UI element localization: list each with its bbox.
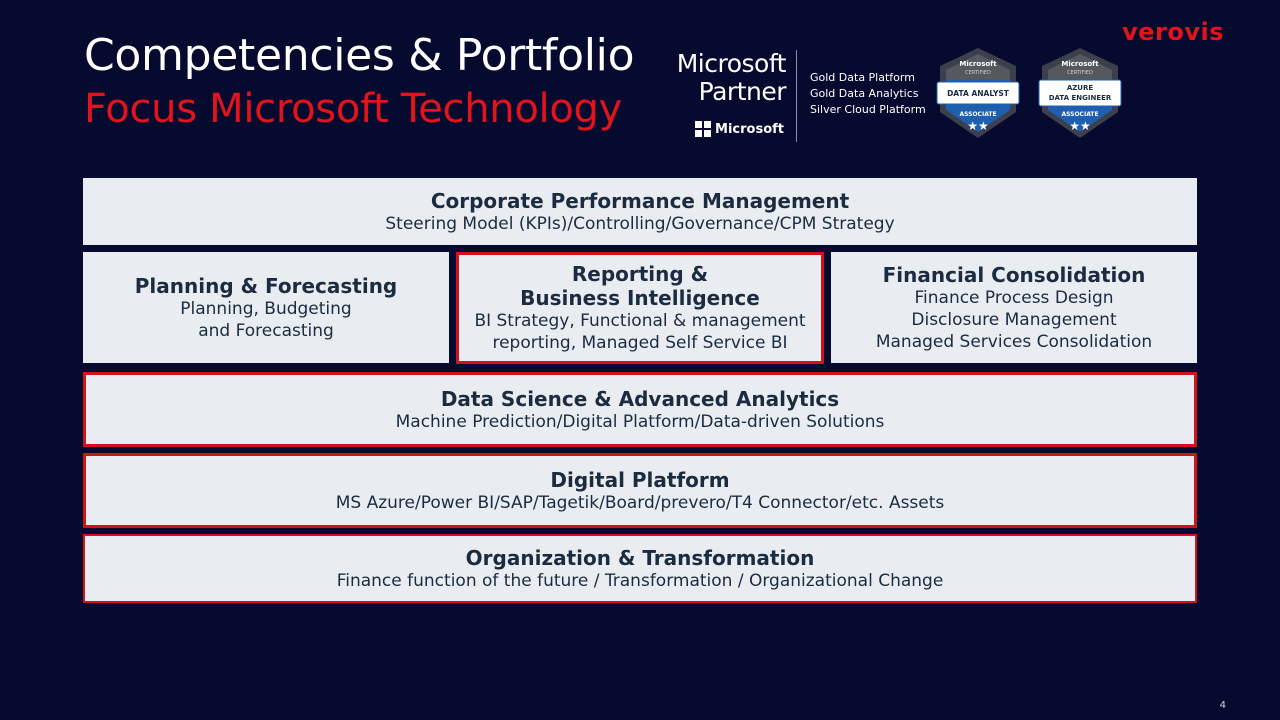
box-desc: MS Azure/Power BI/SAP/Tagetik/Board/prevero/T4 Connector/etc. Assets: [335, 492, 945, 513]
badge-top: Microsoft: [959, 60, 997, 68]
digital-platform-box: [83, 453, 1197, 528]
box-desc: Machine Prediction/Digital Platform/Data-driven Solutions: [395, 411, 885, 432]
badge-certified: CERTIFIED: [1067, 70, 1093, 76]
microsoft-logo-icon: [695, 121, 711, 137]
azure-data-engineer-badge-icon: [1038, 46, 1122, 140]
box-title: Organization & Transformation: [465, 545, 815, 570]
competency-item: Gold Data Analytics: [810, 87, 919, 100]
badge-level: ASSOCIATE: [1061, 111, 1099, 118]
box-desc: BI Strategy, Functional & management: [474, 311, 806, 331]
microsoft-wordmark: [695, 121, 784, 137]
page-number: 4: [1219, 700, 1226, 711]
box-title: Corporate Performance Management: [430, 188, 850, 213]
partner-divider: [796, 50, 797, 142]
microsoft-label: Microsoft: [715, 121, 784, 137]
box-desc: Managed Services Consolidation: [875, 331, 1153, 352]
badge-ribbon-line2: DATA ENGINEER: [1048, 94, 1112, 102]
consolidation-box: [831, 252, 1197, 363]
datascience-box: [83, 372, 1197, 447]
badge-level: ASSOCIATE: [959, 111, 997, 118]
competency-item: Gold Data Platform: [810, 71, 915, 84]
box-title: Reporting &: [571, 262, 709, 286]
box-desc: Disclosure Management: [911, 309, 1117, 330]
box-desc: Planning, Budgeting: [180, 298, 352, 319]
box-title: Data Science & Advanced Analytics: [440, 386, 840, 411]
microsoft-partner-logo: [668, 50, 786, 142]
box-desc: and Forecasting: [198, 320, 334, 341]
badge-ribbon: DATA ANALYST: [947, 89, 1009, 98]
box-desc: Finance Process Design: [914, 287, 1114, 308]
data-analyst-badge-icon: [936, 46, 1020, 140]
partner-line2: Partner: [698, 77, 786, 106]
badge-top: Microsoft: [1061, 60, 1099, 68]
reporting-box: [456, 252, 824, 364]
box-title: Financial Consolidation: [882, 262, 1146, 287]
box-title: Planning & Forecasting: [134, 273, 398, 298]
box-desc: Steering Model (KPIs)/Controlling/Governance/CPM Strategy: [385, 213, 895, 234]
badge-stars: ★★: [1069, 119, 1091, 133]
partner-competencies: [810, 70, 926, 118]
box-title: Digital Platform: [550, 467, 730, 492]
organization-box: [83, 534, 1197, 603]
planning-box: [83, 252, 449, 363]
badge-ribbon-line1: AZURE: [1066, 84, 1094, 92]
box-desc: reporting, Managed Self Service BI: [492, 333, 788, 353]
partner-line1: Microsoft: [676, 49, 786, 78]
box-title: Business Intelligence: [520, 286, 760, 310]
competency-item: Silver Cloud Platform: [810, 103, 926, 116]
page-subtitle: Focus Microsoft Technology: [84, 86, 622, 132]
badge-certified: CERTIFIED: [965, 70, 991, 76]
box-desc: Finance function of the future / Transformation / Organizational Change: [336, 570, 944, 591]
cpm-box: [83, 178, 1197, 245]
page-title: Competencies & Portfolio: [84, 30, 635, 81]
badge-stars: ★★: [967, 119, 989, 133]
brand-logo: verovis: [1122, 18, 1224, 46]
